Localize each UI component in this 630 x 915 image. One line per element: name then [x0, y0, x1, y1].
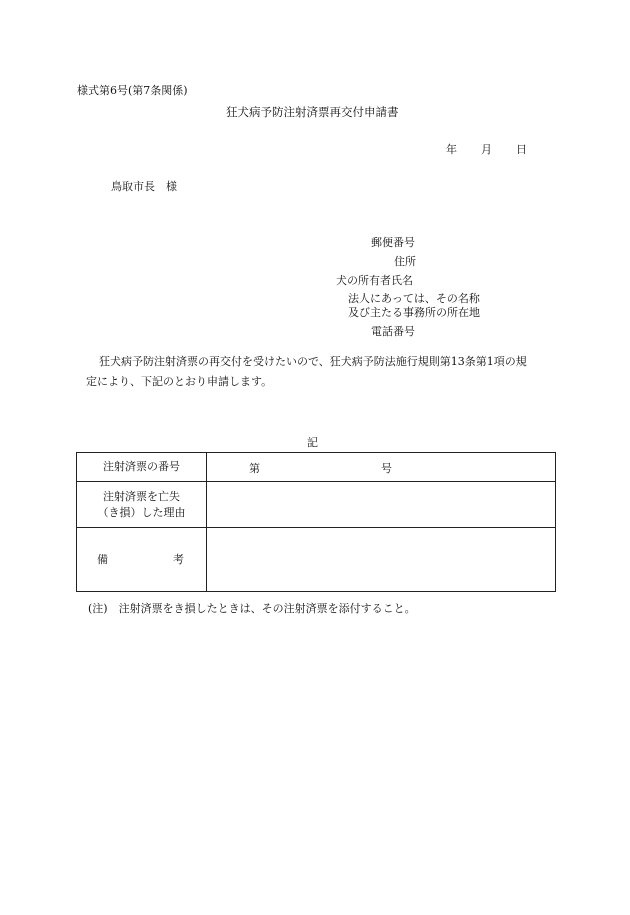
date-year-label: 年 — [446, 143, 457, 156]
remarks-label-left: 備 — [97, 552, 108, 566]
addressee: 鳥取市長 様 — [111, 180, 177, 193]
table-row — [77, 482, 556, 528]
document-title: 狂犬病予防注射済票再交付申請書 — [226, 105, 399, 119]
postal-code-label: 郵便番号 — [371, 236, 415, 249]
statement-line-2: 定により、下記のとおり申請します。 — [86, 375, 273, 388]
loss-reason-label — [77, 482, 207, 528]
loss-reason-label-line-2: （き損）した理由 — [97, 505, 186, 519]
statement-line-1: 狂犬病予防注射済票の再交付を受けたいので、狂犬病予防法施行規則第13条第1項の規 — [99, 355, 527, 368]
owner-name-label: 犬の所有者氏名 — [336, 274, 413, 287]
tag-number-label: 注射済票の番号 — [77, 453, 207, 482]
corporate-office-label: 及び主たる事務所の所在地 — [348, 306, 480, 319]
tag-number-suffix: 号 — [381, 462, 392, 475]
record-table — [76, 452, 556, 592]
date-day-label: 日 — [516, 143, 527, 156]
footnote: (注) 注射済票をき損したときは、その注射済票を添付すること。 — [88, 602, 416, 615]
ki-heading: 記 — [307, 436, 318, 449]
tag-number-field[interactable] — [207, 453, 556, 482]
remarks-label-right: 考 — [173, 552, 184, 566]
form-number: 様式第6号(第7条関係) — [77, 84, 188, 97]
table-row — [77, 528, 556, 592]
remarks-label — [77, 528, 207, 592]
tag-number-prefix: 第 — [249, 462, 260, 475]
loss-reason-label-line-1: 注射済票を亡失 — [103, 489, 180, 503]
application-statement — [77, 352, 557, 392]
phone-label: 電話番号 — [371, 325, 415, 338]
date-month-label: 月 — [481, 143, 492, 156]
address-label: 住所 — [394, 255, 416, 268]
table-row — [77, 453, 556, 482]
remarks-field[interactable] — [207, 528, 556, 592]
corporate-name-label: 法人にあっては、その名称 — [348, 292, 480, 305]
loss-reason-field[interactable] — [207, 482, 556, 528]
